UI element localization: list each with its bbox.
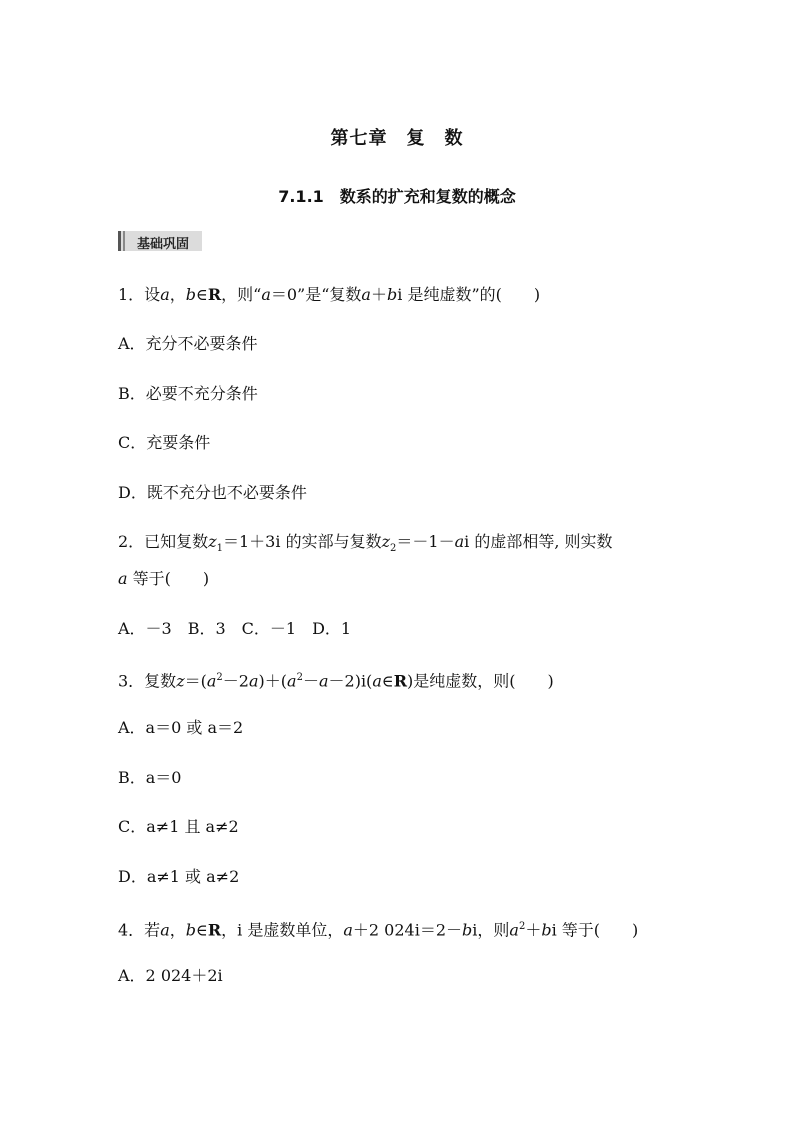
question-4-option-a: A．2 024＋2i [118,966,223,985]
question-1-option-b: B．必要不充分条件 [118,384,258,403]
question-2-options: A．－3 B．3 C．－1 D．1 [118,619,352,638]
question-2-stem-line-2: a 等于( ) [118,569,210,588]
section-title: 7.1.1 数系的扩充和复数的概念 [278,187,516,206]
question-3-option-d: D．a≠1 或 a≠2 [118,867,240,886]
question-1-stem: 1．设a，b∈R，则“a＝0”是“复数a＋bi 是纯虚数”的( ) [118,285,541,304]
question-1-option-d: D．既不充分也不必要条件 [118,483,307,502]
question-2-stem-line-1: 2．已知复数$z_1=1+3i$ 的实部与复数$z_2=-1-ai$ 的虚部相等, 则实数 [118,532,613,555]
badge-label: 基础巩固 [137,237,190,252]
question-3-option-c: C．a≠1 且 a≠2 [118,817,239,836]
chapter-title: 第七章 复 数 [330,128,464,149]
question-3-option-b: B．a＝0 [118,768,182,787]
section-badge [118,231,202,251]
question-1-option-c: C．充要条件 [118,433,211,452]
question-3-option-a: A．a＝0 或 a＝2 [118,718,244,737]
question-1-option-a: A．充分不必要条件 [118,334,258,353]
question-3-stem: 3．复数$z=(a^2-2a)+(a^2-a-2)i(a\in R)$是纯虚数，则( ) [118,671,554,691]
question-4-stem: 4．若a，b∈R，i 是虚数单位，a＋2 024i＝2－bi，则$a^2+bi$ 等于( ) [118,920,639,940]
